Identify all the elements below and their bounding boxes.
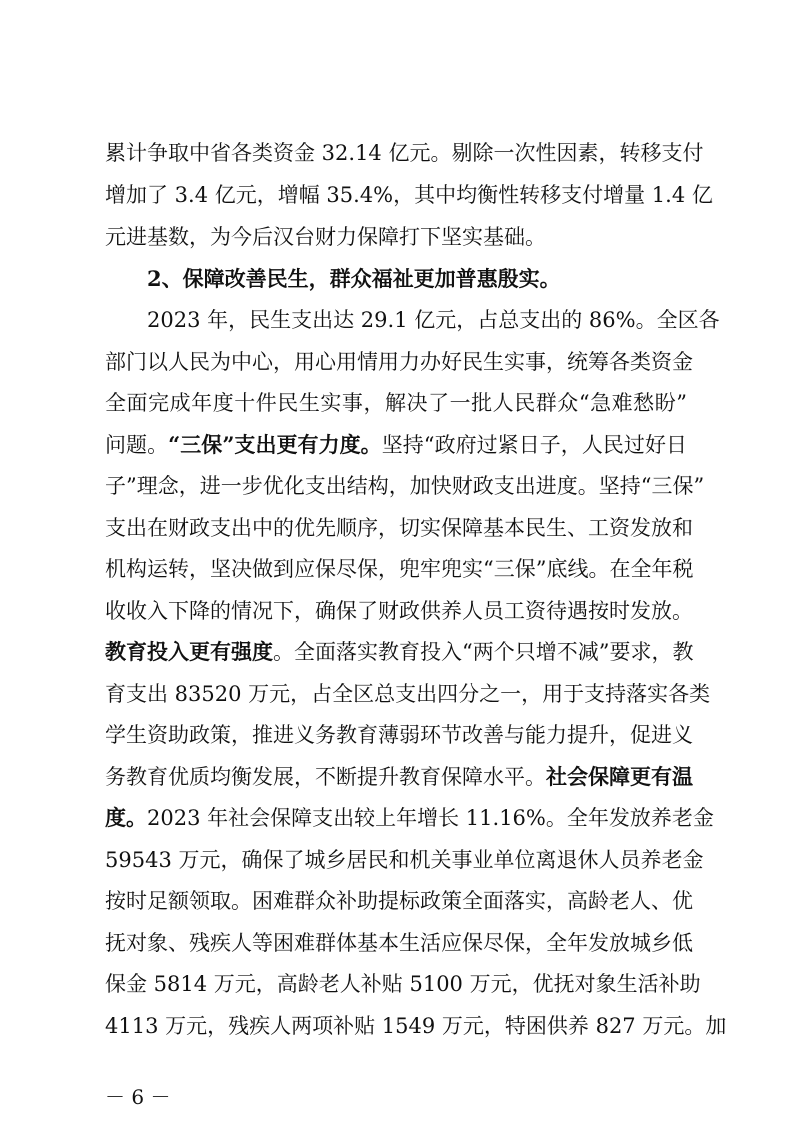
paragraph-line-15: [105, 722, 693, 748]
line-text: 全面完成年度十件民生实事，解决了一批人民群众“急难愁盼”: [105, 391, 687, 415]
line-text: 育支出 83520 万元，占全区总支出四分之一，用于支持落实各类: [105, 682, 711, 706]
line-text: 支出在财政支出中的优先顺序，切实保障基本民生、工资发放和: [105, 516, 693, 540]
paragraph-line-17: [105, 805, 714, 831]
page-number: － 6 －: [105, 1085, 171, 1109]
paragraph-line-2: [105, 182, 713, 208]
bold-subheading: “三保”支出更有力度。: [168, 432, 382, 457]
line-text: 务教育优质均衡发展，不断提升教育保障水平。: [105, 765, 546, 789]
paragraph-line-3: [105, 224, 687, 250]
paragraph-line-16: [105, 764, 693, 790]
paragraph-line-9: [105, 473, 705, 499]
line-text: 部门以人民为中心，用心用情用力办好民生实事，统筹各类资金: [105, 350, 693, 374]
paragraph-line-21: [105, 971, 701, 997]
bold-subheading: 教育投入更有强度: [105, 639, 273, 664]
paragraph-line-12: [105, 598, 693, 624]
paragraph-line-1: [105, 140, 704, 166]
paragraph-line-5: [147, 307, 720, 333]
line-text: 2023 年社会保障支出较上年增长 11.16%。全年发放养老金: [147, 806, 714, 830]
line-text: 坚持“政府过紧日子，人民过好日: [381, 433, 687, 457]
paragraph-line-14: [105, 681, 711, 707]
line-text: 2023 年，民生支出达 29.1 亿元，占总支出的 86%。全区各: [147, 308, 720, 332]
line-text: 保金 5814 万元，高龄老人补贴 5100 万元，优抚对象生活补助: [105, 972, 701, 996]
paragraph-line-19: [105, 888, 693, 914]
paragraph-line-13: [105, 639, 694, 665]
paragraph-line-11: [105, 556, 694, 582]
paragraph-line-20: [105, 930, 693, 956]
line-text: 。全面落实教育投入“两个只增不减”要求，教: [273, 640, 694, 664]
paragraph-line-7: [105, 390, 687, 416]
line-text: 收收入下降的情况下，确保了财政供养人员工资待遇按时发放。: [105, 599, 693, 623]
line-text: 累计争取中省各类资金 32.14 亿元。剔除一次性因素，转移支付: [105, 141, 704, 165]
line-text: 按时足额领取。困难群众补助提标政策全面落实，高龄老人、优: [105, 889, 693, 913]
paragraph-line-6: [105, 349, 693, 375]
heading-text: 2、保障改善民生，群众福祉更加普惠殷实。: [147, 266, 561, 291]
paragraph-line-10: [105, 515, 693, 541]
paragraph-line-22: [105, 1013, 727, 1039]
line-text: 机构运转，坚决做到应保尽保，兜牢兜实“三保”底线。在全年税: [105, 557, 694, 581]
line-text: 学生资助政策，推进义务教育薄弱环节改善与能力提升，促进义: [105, 723, 693, 747]
line-text: 4113 万元，残疾人两项补贴 1549 万元，特困供养 827 万元。加: [105, 1014, 727, 1038]
line-text: 增加了 3.4 亿元，增幅 35.4%，其中均衡性转移支付增量 1.4 亿: [105, 183, 713, 207]
line-text: 问题。: [105, 433, 169, 457]
line-text: 抚对象、残疾人等困难群体基本生活应保尽保，全年发放城乡低: [105, 931, 693, 955]
paragraph-line-8: [105, 432, 687, 458]
line-text: 子”理念，进一步优化支出结构，加快财政支出进度。坚持“三保”: [105, 474, 705, 498]
line-text: 元进基数，为今后汉台财力保障打下坚实基础。: [105, 225, 546, 249]
section-heading: [147, 266, 687, 292]
line-text: 59543 万元，确保了城乡居民和机关事业单位离退休人员养老金: [105, 848, 704, 872]
bold-subheading: 度。: [105, 805, 147, 830]
bold-subheading: 社会保障更有温: [546, 764, 693, 789]
paragraph-line-18: [105, 847, 704, 873]
